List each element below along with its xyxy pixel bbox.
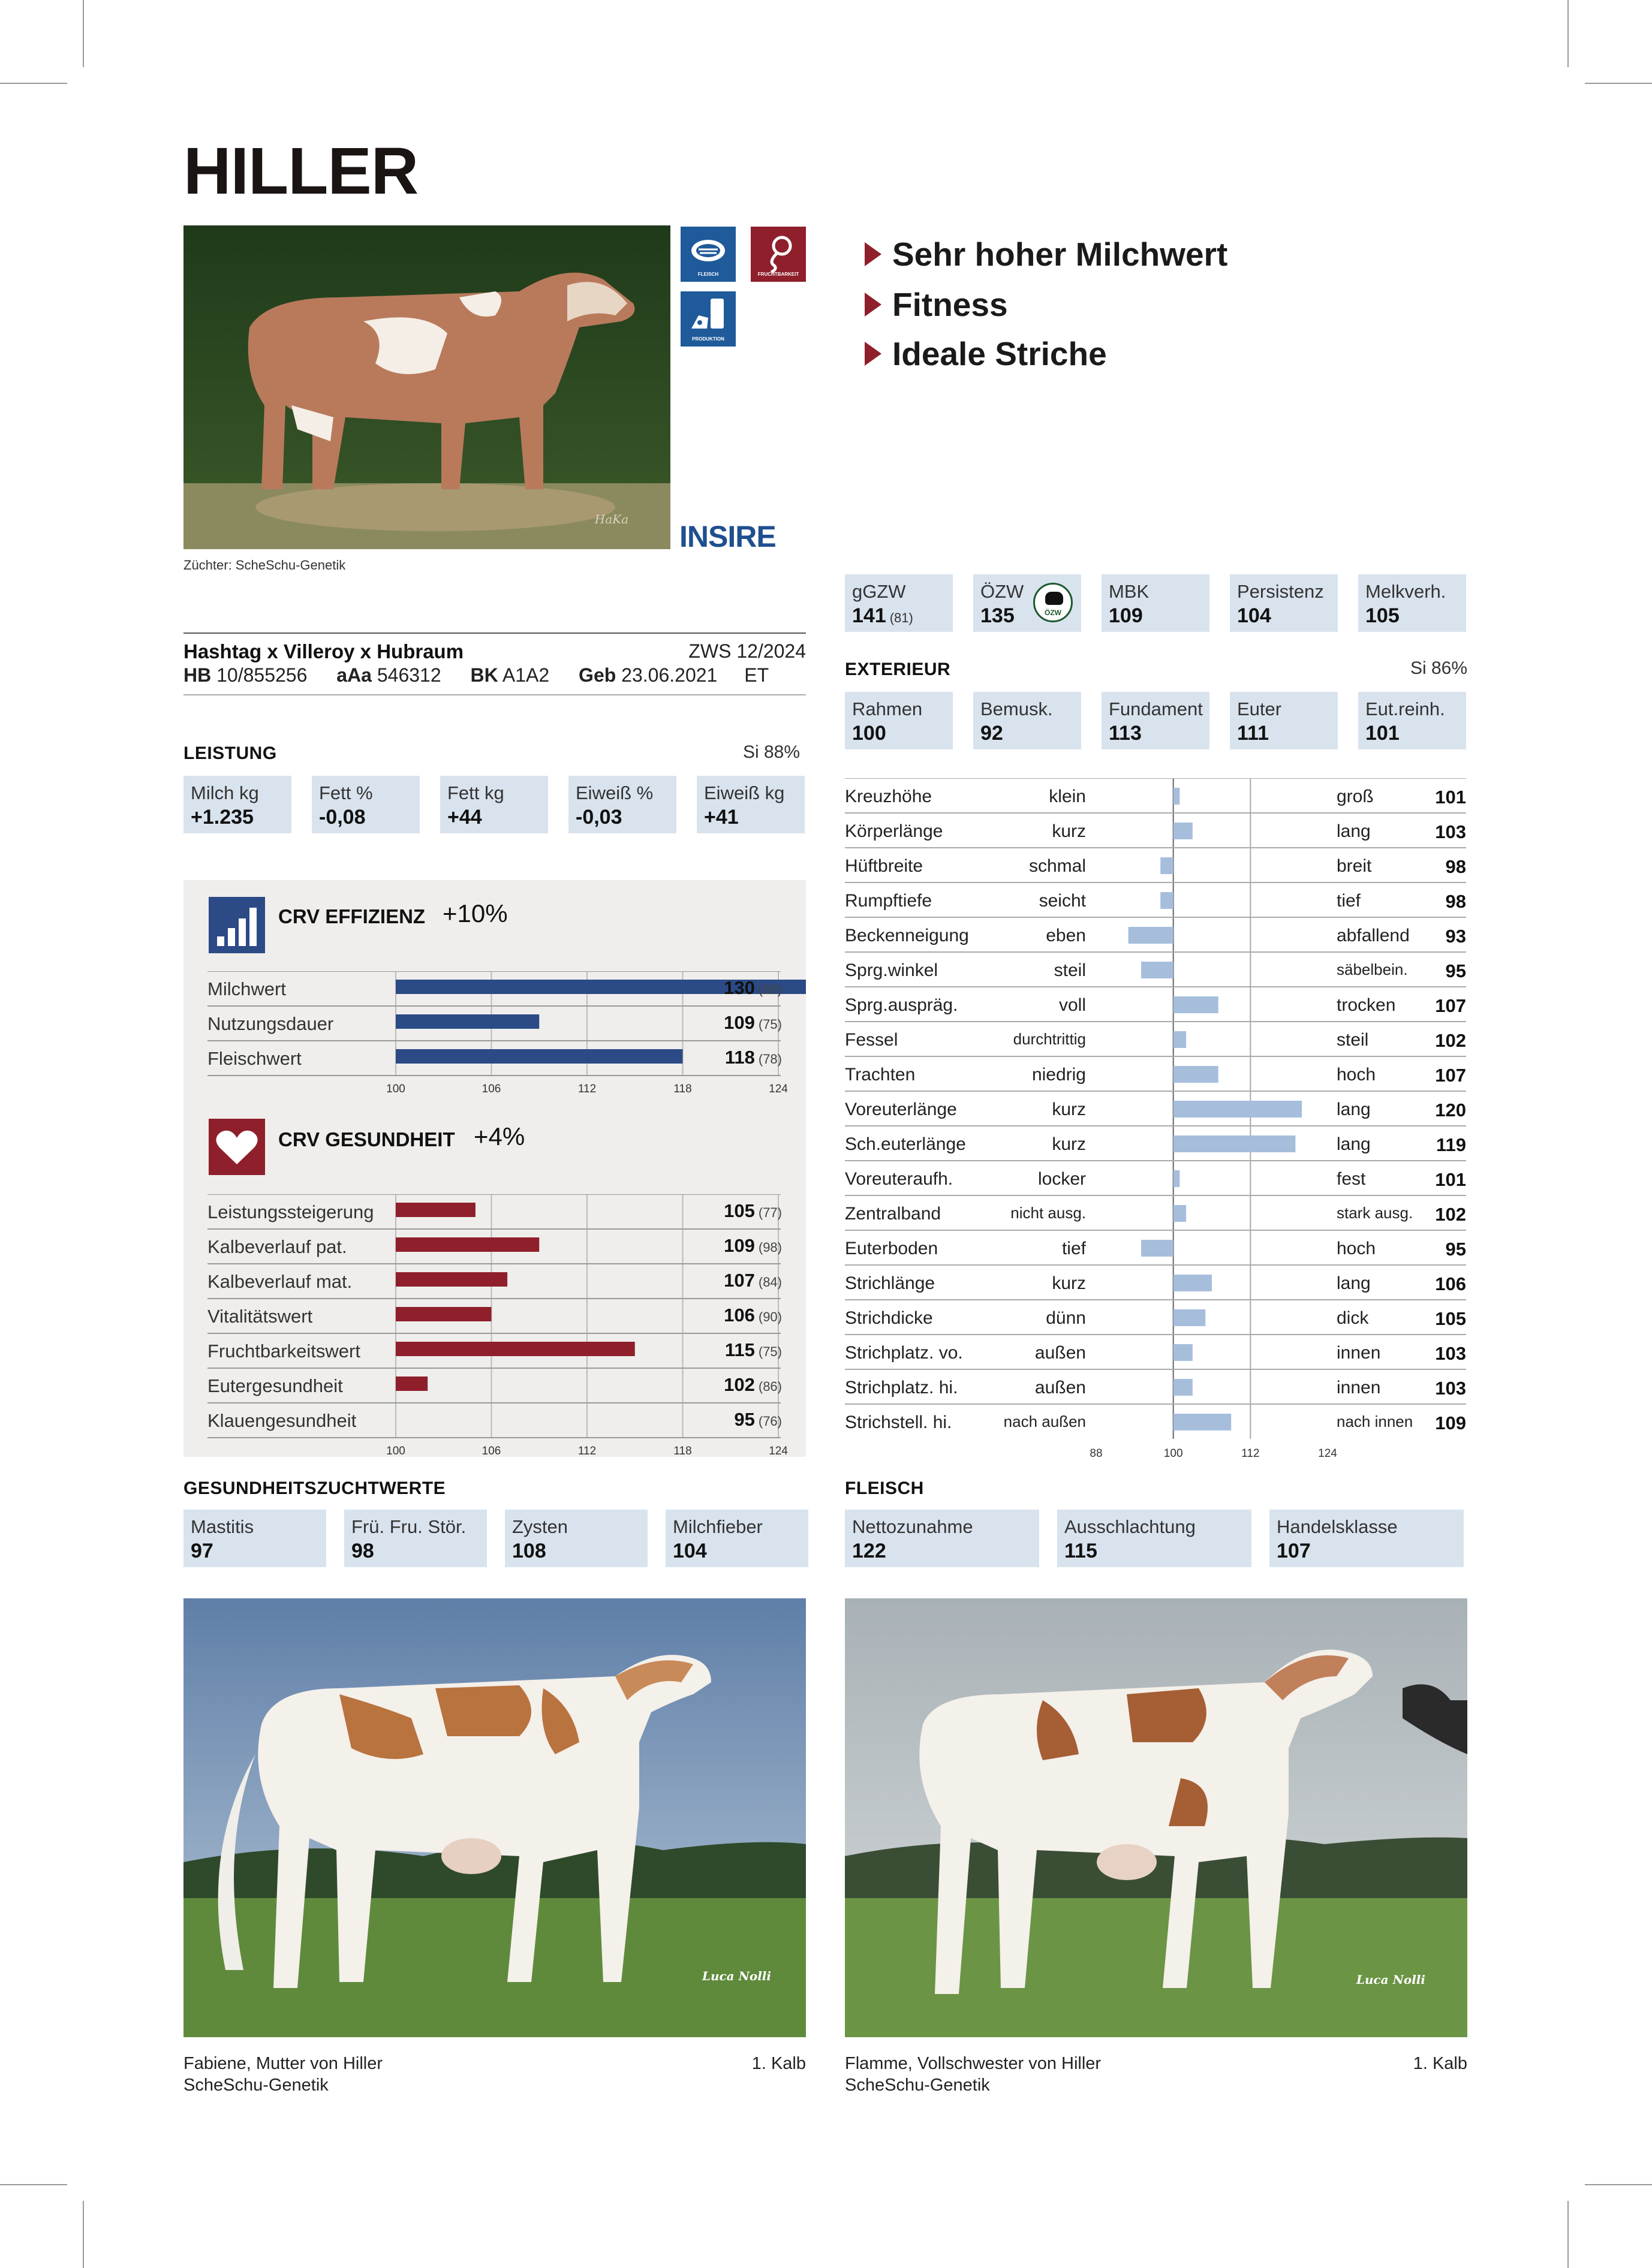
gesundheitszuchtwerte-title: GESUNDHEITSZUCHTWERTE [183,1478,446,1498]
exterieur-row-right: lang [1337,821,1371,841]
exterieur-row [845,1091,1466,1126]
fleisch-icon: FLEISCH [681,227,736,282]
exterieur-row [845,1369,1466,1404]
fleisch-title: FLEISCH [845,1478,924,1498]
exterieur-row-left: klein [1049,787,1086,806]
axis-tick-label: 100 [1163,1447,1183,1460]
exterieur-row [845,952,1466,987]
exterieur-row-left: kurz [1052,1273,1086,1293]
exterieur-row-value: 107 [1435,995,1466,1016]
axis-tick-label: 112 [1241,1447,1260,1460]
exterieur-row-left: dünn [1046,1308,1086,1328]
crv-row-name: Eutergesundheit [207,1375,343,1396]
gesundheit-box [344,1510,487,1567]
crv-row-name: Vitalitätswert [207,1306,313,1327]
exterieur-row-value: 101 [1435,787,1466,808]
exterieur-row-right: lang [1337,1273,1371,1293]
box-value [1277,1538,1457,1564]
exterieur-row [845,917,1466,952]
exterieur-row-name: Zentralband [845,1204,941,1224]
box-value [351,1538,480,1564]
exterieur-row-value: 102 [1435,1204,1466,1225]
effizienz-icon [209,897,265,953]
exterieur-row-value: 106 [1435,1273,1466,1294]
box-value [1237,603,1331,628]
crv-row-si: (75) [758,1344,782,1359]
box-label: Frü. Fru. Stör. [351,1516,467,1537]
box-value-number: 104 [673,1540,707,1562]
leistung-si: Si 88% [742,742,800,762]
box-label: Milchfieber [673,1516,763,1537]
box-value [1109,603,1202,628]
index-box [845,574,953,632]
box-label: Zysten [512,1516,568,1537]
exterieur-row-right: breit [1337,856,1372,876]
highlight-item: Fitness [865,285,1008,324]
box-value-number: 105 [1365,604,1400,627]
crv-row-name: Fleischwert [207,1048,302,1069]
crop-mark [1585,2184,1652,2185]
index-box [1102,574,1209,632]
crv-row-name: Klauengesundheit [207,1410,357,1431]
exterieur-row-name: Voreuterlänge [845,1100,957,1119]
crv-row-value-number: 115 [724,1339,755,1360]
exterieur-row-name: Beckenneigung [845,926,969,945]
exterieur-row-left: seicht [1039,891,1086,911]
crv-row-value-number: 130 [724,977,755,998]
exterieur-row-left: steil [1054,960,1086,980]
exterieur-row-name: Körperlänge [845,821,943,841]
exterieur-row [845,1022,1466,1056]
axis-tick-label: 88 [1090,1447,1103,1460]
box-value-number: 104 [1237,604,1271,627]
pedigree-rule [183,694,806,695]
crv-row-value [734,1409,782,1430]
box-label: Bemusk. [980,698,1053,719]
crv-row-name: Kalbeverlauf pat. [207,1236,347,1257]
exterieur-row [845,882,1466,917]
box-label: MBK [1109,581,1150,602]
crv-row-si: (88) [758,982,782,997]
exterieur-row-left: außen [1034,1343,1086,1363]
exterieur-row-right: steil [1337,1030,1369,1050]
axis-tick-label: 124 [1318,1447,1337,1460]
box-value-number: 97 [191,1540,213,1562]
axis-tick-label: 100 [386,1445,405,1457]
crv-row-si: (78) [758,1052,782,1067]
crop-mark [83,2201,84,2268]
exterieur-row-name: Euterboden [845,1239,938,1258]
exterieur-box [973,692,1081,749]
exterieur-row [845,813,1466,848]
crv-row-value [724,1270,782,1291]
box-label: Handelsklasse [1277,1516,1398,1537]
exterieur-row-left: tief [1061,1239,1086,1258]
box-value-number: 92 [980,722,1003,745]
exterieur-row [845,1265,1466,1300]
crop-mark [83,0,84,67]
exterieur-row-name: Strichplatz. hi. [845,1378,958,1397]
crv-row-value [725,1047,782,1068]
exterieur-row-value: 109 [1435,1412,1466,1433]
gesundheit-title: CRV GESUNDHEIT [278,1128,455,1150]
exterieur-row-right: abfallend [1337,926,1410,945]
crv-row [183,971,806,1006]
exterieur-row-left: niedrig [1031,1065,1086,1085]
exterieur-row [845,1404,1466,1439]
exterieur-row-value: 119 [1436,1134,1466,1155]
mother-calf: 1. Kalb [751,2054,806,2073]
ozw-logo-text: ÖZW [1045,609,1061,617]
crv-row-name: Leistungssteigerung [207,1201,374,1222]
box-value [980,721,1074,746]
crv-row-value [724,1200,782,1222]
box-label: Ausschlachtung [1064,1516,1196,1537]
crv-row [183,1229,806,1264]
crv-row-value-number: 109 [724,1235,755,1256]
exterieur-row-left: schmal [1028,856,1086,876]
crv-row-value-number: 95 [734,1409,755,1430]
gesundheit-heart-icon [209,1119,265,1175]
box-label: Eiweiß kg [704,782,785,803]
triangle-icon [865,293,881,317]
fleisch-box [1057,1510,1251,1567]
box-value-number: -0,03 [576,806,622,829]
pedigree-rule [183,632,806,634]
exterieur-row [845,1056,1466,1091]
box-value [673,1538,801,1564]
box-value-number: +1.235 [191,806,254,829]
box-label: Nettozunahme [852,1516,973,1537]
box-value-number: 135 [980,604,1015,627]
exterieur-row-right: hoch [1337,1239,1376,1258]
mother-photo [183,1598,806,2037]
exterieur-row-left: außen [1034,1378,1086,1397]
exterieur-row-value: 95 [1445,960,1466,981]
exterieur-row-right: tief [1337,891,1361,911]
zws-date: ZWS 12/2024 [688,640,806,662]
gesundheit-box [505,1510,648,1567]
bull-photo [183,225,670,549]
crv-row-value [725,1339,782,1361]
box-value [1365,721,1459,746]
exterieur-si: Si 86% [1410,658,1467,678]
index-box [1230,574,1338,632]
exterieur-row [845,1335,1466,1369]
exterieur-row-left: nach außen [1003,1412,1086,1430]
exterieur-row-left: kurz [1052,1100,1086,1119]
box-value-number: +44 [447,806,482,829]
crv-row [183,1006,806,1041]
crv-row-value [724,1305,782,1326]
crv-row [183,1333,806,1368]
crv-row-value [724,1374,782,1396]
box-value-number: 108 [512,1540,546,1562]
exterieur-row [845,1230,1466,1265]
exterieur-box [1230,692,1338,749]
photographer-credit: Luca Nolli [702,1969,771,1983]
exterieur-box [1102,692,1209,749]
effizienz-value: +10% [443,899,508,927]
produktion-icon: PRODUKTION [681,291,736,347]
box-value [1064,1538,1244,1564]
exterieur-row [845,778,1466,813]
axis-tick-label: 124 [769,1445,788,1457]
fruchtbarkeit-icon: FRUCHTBARKEIT [751,227,806,282]
exterieur-row-right: dick [1337,1308,1369,1328]
crv-row-si: (76) [758,1414,782,1429]
crv-row-name: Kalbeverlauf mat. [207,1271,353,1292]
box-value [1109,721,1202,746]
exterieur-row-left: voll [1058,995,1086,1015]
box-value-number: +41 [704,806,739,829]
crv-row-value-number: 102 [724,1374,755,1395]
exterieur-row-right: groß [1337,787,1374,806]
exterieur-row-name: Strichplatz. vo. [845,1343,963,1363]
crv-row-value-number: 105 [724,1200,755,1221]
box-value-number: 122 [852,1540,886,1562]
box-label: Fett % [319,782,373,803]
crop-mark [0,83,67,84]
exterieur-row-left: eben [1046,926,1086,945]
exterieur-row-left: kurz [1052,1134,1086,1154]
sister-caption: Flamme, Vollschwester von Hiller ScheSchu-Genetik [845,2054,1102,2095]
crv-row-value [724,977,782,999]
axis-tick-label: 118 [673,1083,692,1095]
exterieur-row-value: 107 [1435,1065,1466,1086]
exterieur-box [1358,692,1466,749]
box-label: gGZW [852,581,906,602]
box-value-number: 115 [1064,1540,1097,1562]
box-value-number: 141 [852,604,886,627]
crv-row-si: (86) [758,1379,782,1394]
exterieur-row-name: Trachten [845,1065,916,1085]
exterieur-row-value: 120 [1435,1100,1466,1121]
exterieur-row-value: 101 [1435,1169,1466,1190]
exterieur-row-value: 103 [1435,1343,1466,1364]
leistung-title: LEISTUNG [183,743,277,763]
triangle-icon [865,342,881,366]
exterieur-row-right: lang [1337,1134,1371,1154]
exterieur-row-right: nach innen [1337,1412,1413,1430]
fleisch-box [1269,1510,1464,1567]
sister-photo [845,1598,1467,2037]
box-value [1237,721,1331,746]
exterieur-row-name: Voreuteraufh. [845,1169,953,1189]
crv-row-si: (75) [758,1017,782,1032]
axis-tick-label: 112 [577,1445,597,1457]
axis-tick-label: 100 [386,1083,405,1095]
highlight-item: Sehr hoher Milchwert [865,235,1227,273]
exterieur-row [845,1195,1466,1230]
exterieur-row-value: 93 [1445,926,1466,947]
pedigree-details: HB 10/855256 aAa 546312 BK A1A2 Geb 23.06.2021 ET [183,664,769,686]
box-value-si: (81) [889,610,913,625]
exterieur-row-left: nicht ausg. [1010,1204,1086,1222]
exterieur-title: EXTERIEUR [845,659,951,679]
effizienz-title: CRV EFFIZIENZ [278,905,426,927]
crv-row-value-number: 118 [724,1047,755,1068]
box-label: ÖZW [980,581,1024,602]
gesundheit-box [183,1510,326,1567]
exterieur-row-value: 95 [1445,1239,1466,1260]
box-value [512,1538,640,1564]
box-value [852,721,946,746]
crv-row-value-number: 107 [724,1270,755,1291]
box-value-number: -0,08 [319,806,366,829]
box-label: Persistenz [1237,581,1324,602]
axis-tick-label: 112 [577,1083,597,1095]
box-label: Mastitis [191,1516,254,1537]
exterieur-row [845,848,1466,882]
exterieur-row-name: Sprg.auspräg. [845,995,958,1015]
axis-tick-label: 124 [769,1083,788,1095]
crop-mark [1585,83,1652,84]
page-title: HILLER [183,134,419,208]
crv-row [183,1194,806,1229]
exterieur-row-name: Fessel [845,1030,898,1050]
box-label: Rahmen [852,698,923,719]
box-label: Milch kg [191,782,259,803]
axis-tick-label: 106 [482,1083,501,1095]
index-box [1358,574,1466,632]
box-value-number: 98 [351,1540,374,1562]
box-value-number: 107 [1277,1540,1311,1562]
box-value [852,1538,1032,1564]
exterieur-row-right: lang [1337,1100,1371,1119]
crv-row-si: (77) [758,1205,782,1220]
crv-row [183,1403,806,1438]
box-value [1365,603,1459,628]
exterieur-row-name: Sch.euterlänge [845,1134,966,1154]
exterieur-row-name: Strichlänge [845,1273,935,1293]
ozw-logo-icon [1033,583,1073,622]
crv-row [183,1041,806,1076]
exterieur-row-name: Strichdicke [845,1308,933,1328]
exterieur-row [845,987,1466,1022]
exterieur-row-left: locker [1037,1169,1086,1189]
exterieur-row-right: stark ausg. [1337,1204,1413,1222]
exterieur-row-name: Kreuzhöhe [845,787,932,806]
crv-row [183,1299,806,1333]
box-label: Fundament [1109,698,1203,719]
bull-photo-image [183,225,670,549]
exterieur-row-right: säbelbein. [1337,960,1408,978]
crv-row-value [724,1012,782,1034]
exterieur-row-left: kurz [1052,821,1086,841]
crv-row-si: (98) [758,1240,782,1255]
sister-calf: 1. Kalb [1413,2054,1467,2073]
breeder-caption: Züchter: ScheSchu-Genetik [183,558,346,573]
box-value-number: 111 [1237,722,1269,745]
photo-signature: HaKa [594,512,628,526]
exterieur-row-right: innen [1337,1343,1381,1363]
box-value-number: 100 [852,722,886,745]
crv-row-si: (84) [758,1275,782,1290]
crop-mark [1567,2201,1569,2268]
box-value-number: 101 [1365,722,1400,745]
exterieur-row-left: durchtrittig [1013,1030,1086,1048]
fleisch-box [845,1510,1039,1567]
sister-photo-image [845,1598,1467,2037]
crv-row-value-number: 106 [724,1305,755,1326]
exterieur-row-value: 98 [1445,856,1466,877]
box-label: Eut.reinh. [1365,698,1445,719]
exterieur-row-name: Sprg.winkel [845,960,938,980]
brand-logo: INSIRE [679,520,776,553]
ozw-cow-icon [1045,592,1063,605]
crv-row [183,1368,806,1403]
crv-row-value [724,1235,782,1257]
box-value-number: 113 [1109,722,1142,745]
exterieur-row-value: 105 [1435,1308,1466,1329]
gesundheit-box [666,1510,808,1567]
photographer-credit: Luca Nolli [1356,1972,1425,1987]
pedigree: Hashtag x Villeroy x Hubraum [183,640,464,662]
exterieur-box [845,692,953,749]
box-value [852,603,946,631]
crv-row-name: Fruchtbarkeitswert [207,1341,360,1362]
exterieur-row-value: 103 [1435,1378,1466,1399]
exterieur-row-value: 103 [1435,821,1466,842]
exterieur-row [845,1300,1466,1335]
exterieur-row-value: 102 [1435,1030,1466,1051]
box-value [191,1538,319,1564]
exterieur-row-right: hoch [1337,1065,1376,1085]
crop-mark [0,2184,67,2185]
exterieur-row-value: 98 [1445,891,1466,912]
gesundheit-value: +4% [474,1122,525,1150]
highlight-item: Ideale Striche [865,335,1107,373]
triangle-icon [865,242,881,266]
crv-row-name: Milchwert [207,978,286,999]
crv-row-name: Nutzungsdauer [207,1013,334,1034]
crv-row-value-number: 109 [724,1012,755,1033]
exterieur-row [845,1126,1466,1161]
exterieur-row-right: innen [1337,1378,1381,1397]
axis-tick-label: 106 [482,1445,501,1457]
exterieur-row-right: fest [1337,1169,1366,1189]
index-box [973,574,1081,632]
exterieur-row-name: Strichstell. hi. [845,1412,952,1432]
crv-row [183,1264,806,1299]
exterieur-row [845,1161,1466,1195]
axis-tick-label: 118 [673,1445,692,1457]
box-label: Fett kg [447,782,504,803]
box-label: Eiweiß % [576,782,654,803]
box-value-number: 109 [1109,604,1143,627]
mother-caption: Fabiene, Mutter von Hiller ScheSchu-Genetik [183,2054,383,2095]
exterieur-row-right: trocken [1337,995,1396,1015]
exterieur-row-name: Rumpftiefe [845,891,932,911]
box-label: Euter [1237,698,1282,719]
crv-row-si: (90) [758,1309,782,1324]
crop-mark [1567,0,1569,67]
exterieur-row-name: Hüftbreite [845,856,923,876]
box-label: Melkverh. [1365,581,1446,602]
